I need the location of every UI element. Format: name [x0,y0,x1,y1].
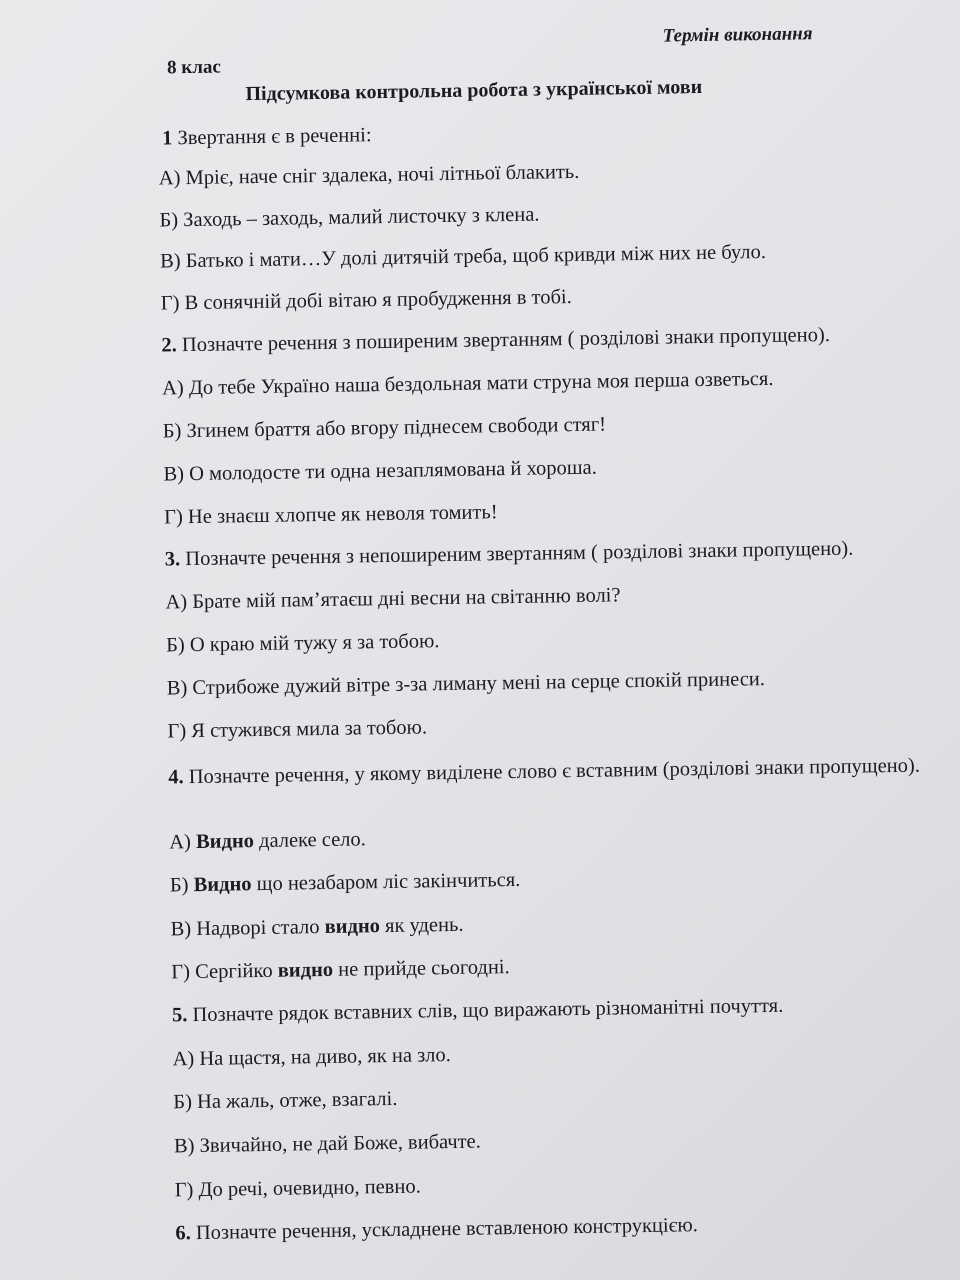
option-3a: А) Брате мій пам’ятаєш дні весни на світанню волі? [165,584,621,614]
option-1b: Б) Заходь – заходь, малий листочку з клена. [159,203,540,232]
question-text: Позначте речення з поширеним звертанням ( розділові знаки пропущено). [181,324,831,357]
option-prefix: А) [169,831,197,854]
option-2d: Г) Не знаєш хлопче як неволя томить! [163,501,498,529]
option-5a: А) На щастя, на диво, як на зло. [172,1044,451,1071]
question-3 [165,538,854,572]
question-1 [162,124,372,150]
option-rest: як удень. [379,913,464,938]
option-4d [171,956,510,984]
option-1d: Г) В сонячній добі вітаю я пробудження в тобі. [160,286,572,315]
question-number: 5. [171,1004,188,1027]
question-number: 2. [161,334,177,357]
option-4c [170,914,463,942]
option-2a: А) До тебе Україно наша бездольная мати струна моя перша озветься. [161,367,774,400]
highlighted-word: Видно [193,873,252,897]
highlighted-word: видно [277,958,334,982]
option-5b: Б) На жаль, отже, взагалі. [173,1087,398,1114]
highlighted-word: Видно [195,830,255,854]
page-title: Підсумкова контрольна робота з української мови [245,75,703,106]
option-4a [169,828,366,854]
question-number: 6. [175,1222,191,1245]
option-2c: В) О молодосте ти одна незаплямована й хороша. [163,456,597,486]
option-prefix: Б) [169,874,194,897]
question-6 [175,1214,698,1245]
question-text: Позначте речення з непоширеним звертанням ( розділові знаки пропущено). [185,537,854,571]
question-number: 1 [162,127,173,150]
option-1a: А) Мріє, наче сніг здалека, ночі літньої блакить. [158,160,580,190]
grade-label: 8 клас [166,56,222,79]
question-number: 3. [164,548,181,571]
option-2b: Б) Згинем браття або вгору піднесем свободи стяг! [162,413,607,443]
option-3c: В) Стрибоже дужий вітре з-за лиману мені на серце спокій принеси. [166,668,766,700]
option-rest: не прийде сьогодні. [332,956,510,981]
option-rest: далеке село. [253,828,366,853]
option-4b [170,869,521,898]
question-5 [172,995,784,1028]
question-text: Звертання є в реченні: [177,124,372,150]
option-prefix: Г) Сергійко [171,959,278,984]
highlighted-word: видно [324,915,381,939]
option-rest: що незабаром ліс закінчиться. [251,868,521,896]
question-text: Позначте рядок вставних слів, що виражають різноманітні почуття. [192,994,784,1027]
question-text: Позначте речення, ускладнене вставленою конструкцією. [195,1214,699,1245]
option-prefix: В) Надворі стало [170,916,325,941]
option-1c: В) Батько і мати…У долі дитячій треба, щоб кривди між них не було. [159,241,767,273]
question-number: 4. [168,766,184,789]
option-3b: Б) О краю мій тужу я за тобою. [165,630,440,657]
question-2 [161,324,830,357]
option-5c: В) Звичайно, не дай Боже, вибачте. [173,1130,481,1158]
question-4 [168,751,938,791]
option-5d: Г) До речі, очевидно, певно. [174,1175,421,1202]
option-3d: Г) Я стужився мила за тобою. [167,716,428,743]
deadline-label: Термін виконання [662,23,813,47]
question-text: Позначте речення, у якому виділене слово є вставним (розділові знаки пропущено). [188,754,921,789]
